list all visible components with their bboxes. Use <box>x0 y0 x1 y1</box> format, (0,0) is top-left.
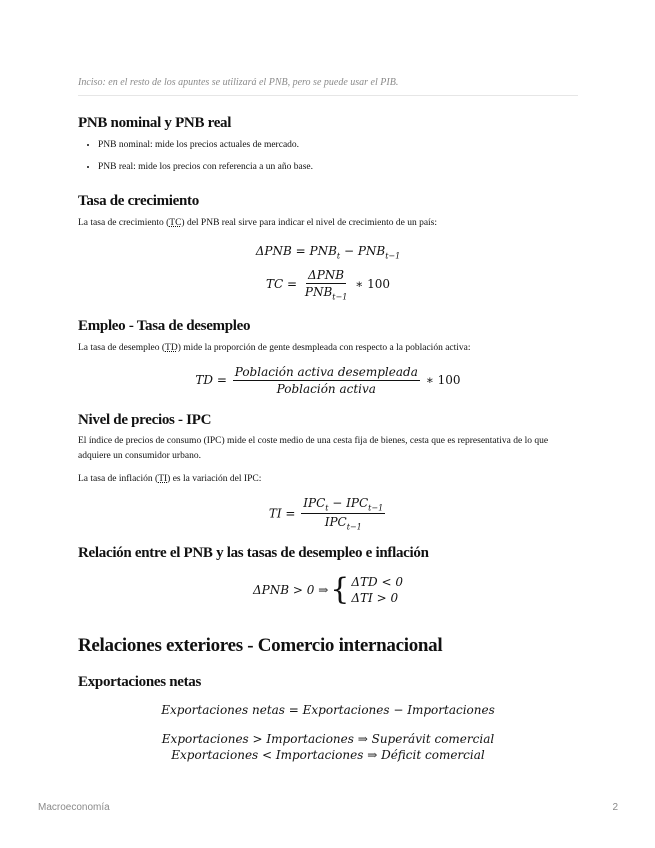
heading-tasa-crecimiento: Tasa de crecimiento <box>78 193 199 209</box>
equation-relacion: ΔPNB > 0 ⇒ { ΔTD < 0 ΔTI > 0 <box>253 572 403 607</box>
equation-tc: TC = $\frac{\text{ΔPNB}}{PNB_{t-1}}$ ∗ 100 <box>266 268 390 302</box>
abbr-tc: TC <box>169 218 182 228</box>
heading-exportaciones-netas: Exportaciones netas <box>78 674 202 690</box>
tc-paragraph: La tasa de crecimiento (TC) del PNB real sirve para indicar el nivel de crecimiento de un país: <box>78 218 438 228</box>
side-note: Inciso: en el resto de los apuntes se utilizará el PNB, pero se puede usar el PIB. <box>78 77 578 96</box>
equation-td: TD = $\frac{\text{Población activa desempleada}}{\text{Población activa}}$ ∗ 100 <box>195 365 461 396</box>
ti-paragraph: La tasa de inflación (TI) es la variación del IPC: <box>78 474 262 484</box>
heading-pnb: PNB nominal y PNB real <box>78 115 232 131</box>
equation-superavit: Exportaciones > Importaciones ⇒ Superávit comercial <box>161 732 495 746</box>
equation-ti: TI = $\frac{IPC_t - IPC_{t-1}}{IPC_{t-1}}$ <box>268 496 384 532</box>
equation-delta-pnb: $\Delta PNB = PNB_t - PNB_{t-1}$ <box>255 244 401 261</box>
bullet-pnb-real: • PNB real: mide los precios con referencia a un año base. <box>98 160 578 175</box>
page-number: 2 <box>612 802 618 813</box>
abbr-ti: TI <box>158 474 168 484</box>
abbr-td: TD <box>165 343 178 353</box>
heading-relaciones-exteriores: Relaciones exteriores - Comercio internacional <box>78 635 443 656</box>
td-paragraph: La tasa de desempleo (TD) mide la proporción de gente desmpleada con respecto a la población activa: <box>78 343 471 353</box>
equation-deficit: Exportaciones < Importaciones ⇒ Déficit comercial <box>171 748 485 762</box>
footer-title: Macroeconomía <box>38 802 110 813</box>
ipc-paragraph: El índice de precios de consumo (IPC) mide el coste medio de una cesta fija de bienes, cesta que es representativa de lo que adquiere un consumidor urbano. <box>78 436 549 461</box>
pnb-bullet-list <box>78 138 578 182</box>
equation-exportaciones-netas: Exportaciones netas = Exportaciones − Importaciones <box>161 703 495 717</box>
bullet-pnb-nominal: • PNB nominal: mide los precios actuales de mercado. <box>98 138 578 153</box>
heading-ipc: Nivel de precios - IPC <box>78 412 212 428</box>
heading-tasa-desempleo: Empleo - Tasa de desempleo <box>78 318 251 334</box>
heading-relacion: Relación entre el PNB y las tasas de desempleo e inflación <box>78 545 429 561</box>
